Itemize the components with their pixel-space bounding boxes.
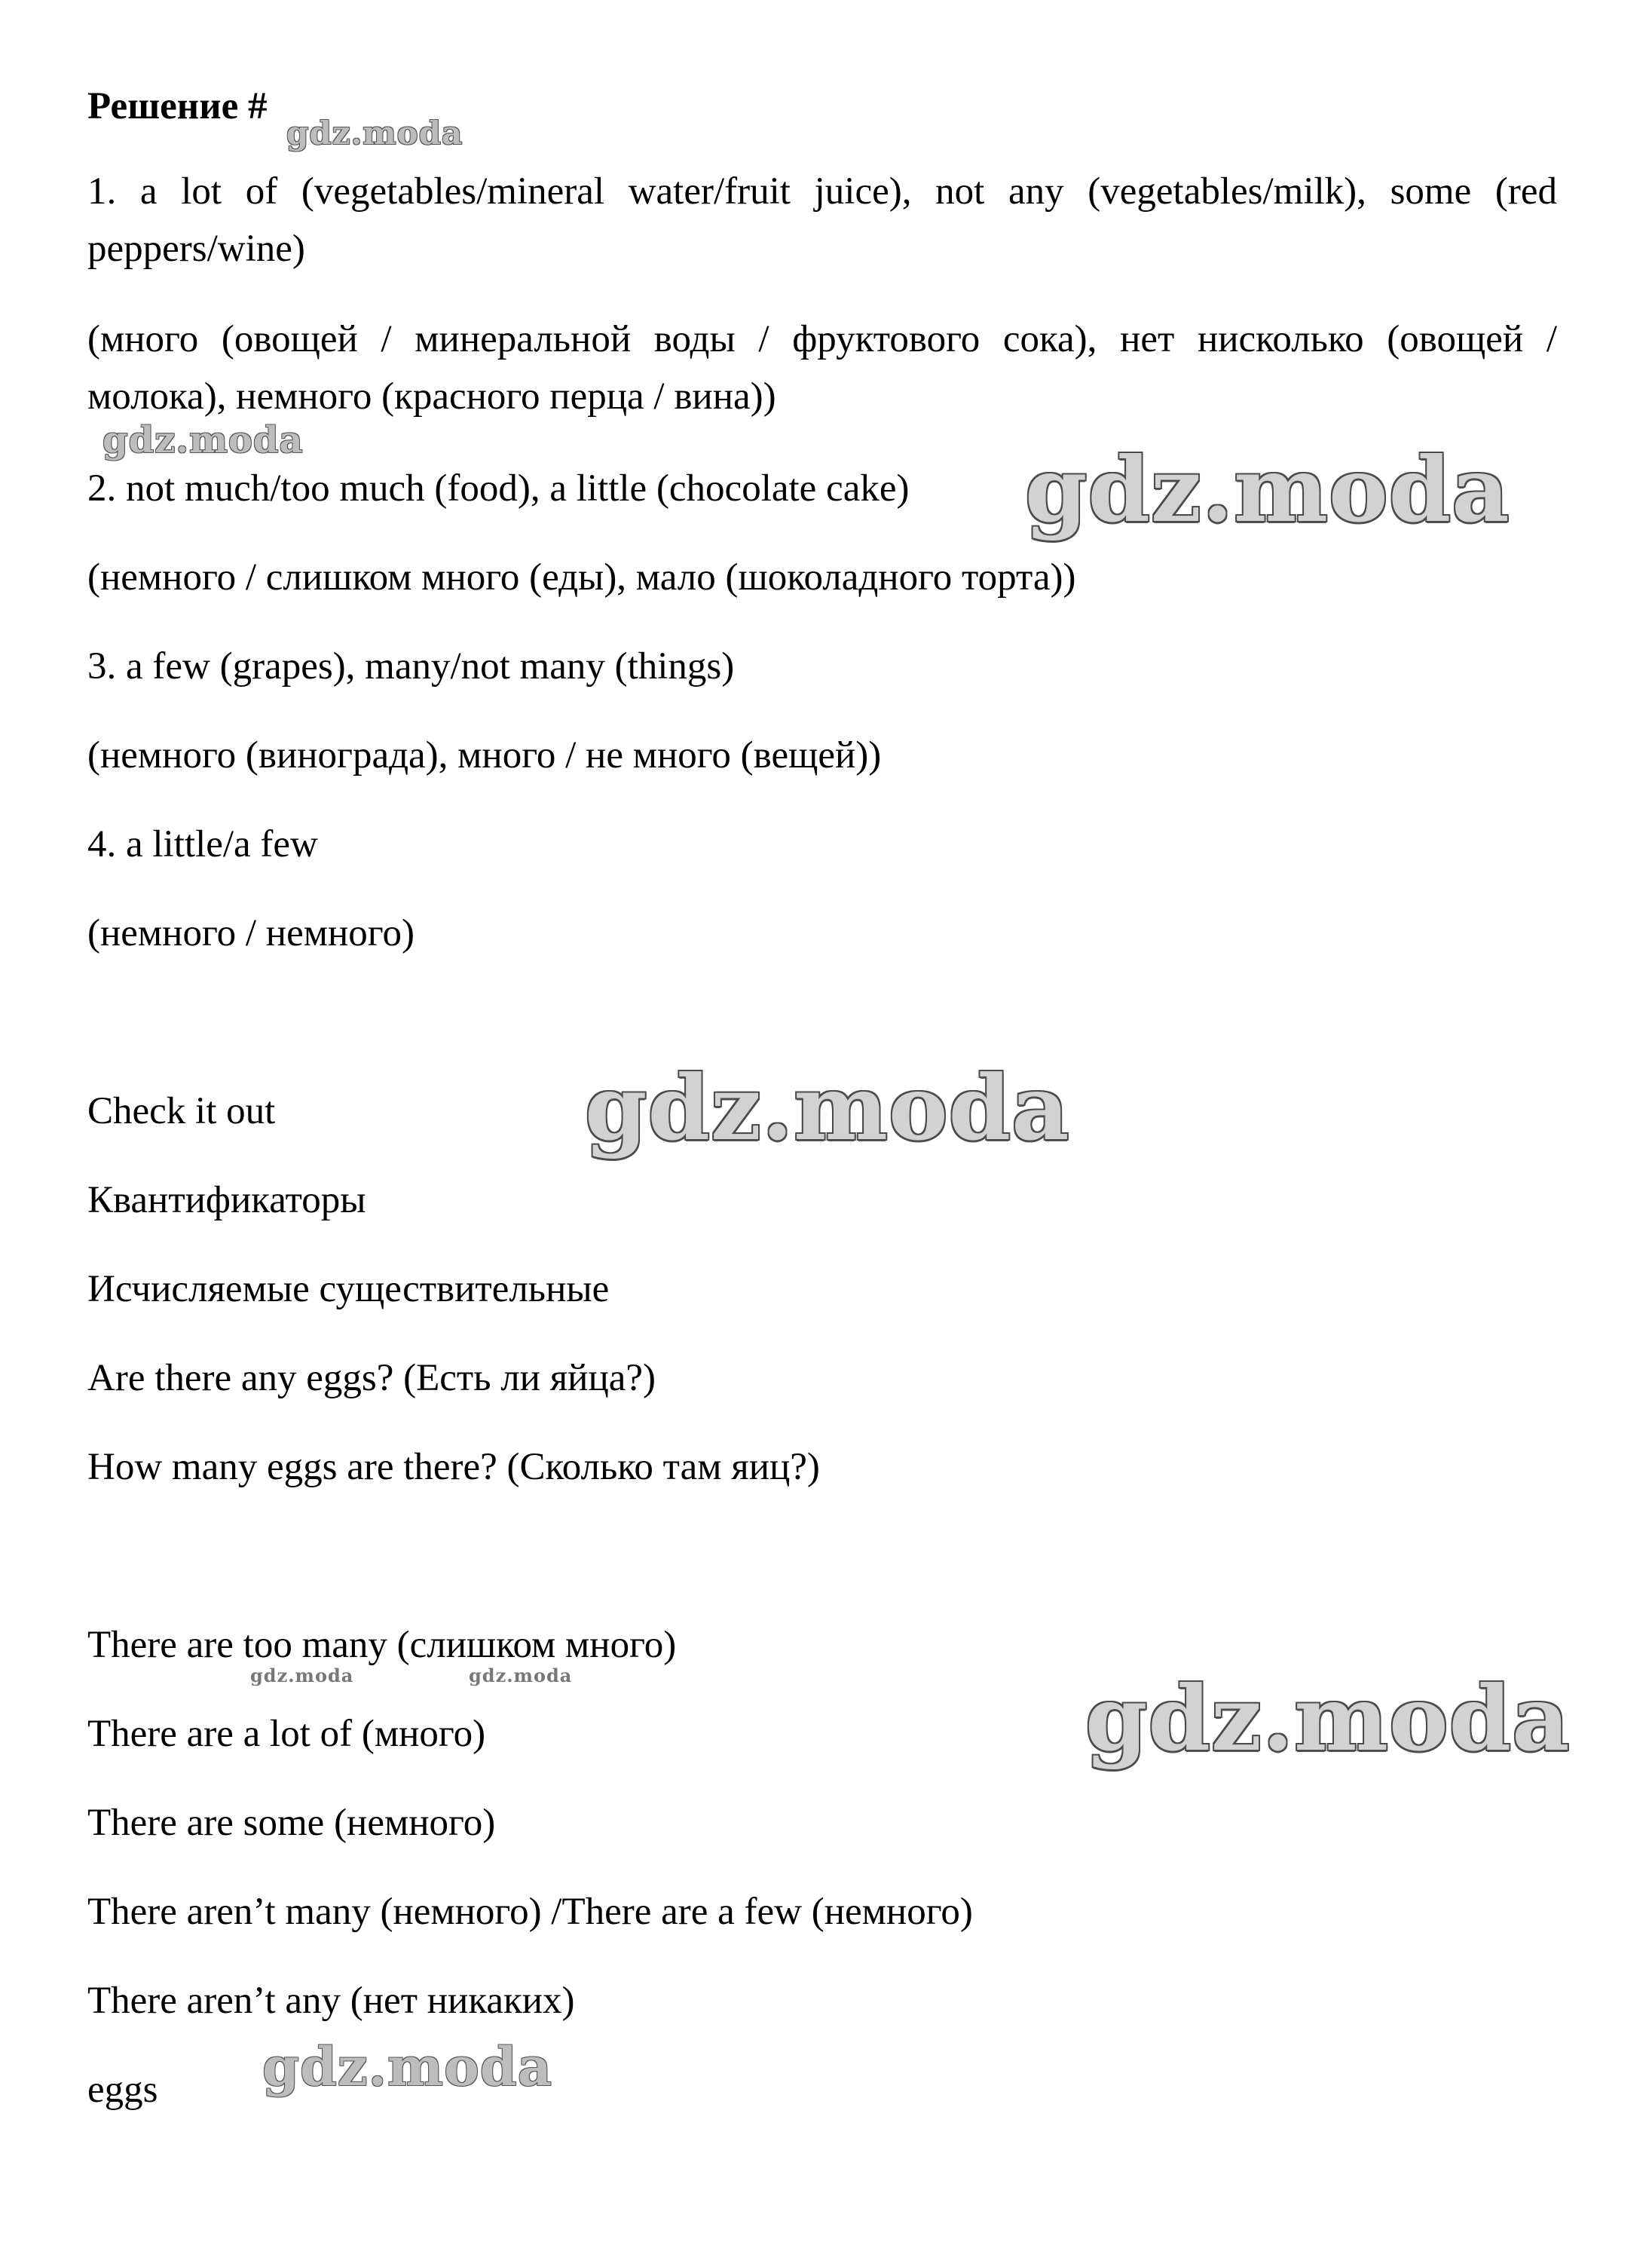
answer-3-russian: (немного (винограда), много / не много (вещей)) (87, 734, 882, 776)
noun-eggs: eggs (87, 2069, 158, 2111)
quantifier-too-many: There are too many (слишком много) (87, 1624, 677, 1666)
quantifier-some: There are some (немного) (87, 1802, 496, 1844)
answer-4-russian: (немного / немного) (87, 912, 415, 954)
answer-3-english: 3. a few (grapes), many/not many (things) (87, 645, 735, 688)
example-question-1: Are there any eggs? (Есть ли яйца?) (87, 1357, 656, 1399)
section-countable-nouns: Исчисляемые существительные (87, 1268, 610, 1310)
answer-1-english: 1. a lot of (vegetables/mineral water/fruit juice), not any (vegetables/milk), some (red peppers/wine) (87, 170, 1557, 270)
watermark: gdz.moda (262, 2035, 553, 2098)
section-quantifiers: Квантификаторы (87, 1179, 366, 1221)
example-question-2: How many eggs are there? (Сколько там яиц?) (87, 1446, 820, 1488)
solution-heading: Решение # (87, 85, 268, 127)
quantifier-not-many-a-few: There aren’t many (немного) /There are a few (немного) (87, 1891, 973, 1933)
watermark: gdz.moda (469, 1665, 573, 1686)
answer-2-english: 2. not much/too much (food), a little (chocolate cake) (87, 467, 910, 510)
quantifier-not-any: There aren’t any (нет никаких) (87, 1980, 575, 2022)
answer-2-russian: (немного / слишком много (еды), мало (шоколадного торта)) (87, 556, 1076, 599)
section-check-it-out: Check it out (87, 1090, 276, 1132)
answer-4-english: 4. a little/a few (87, 823, 318, 865)
quantifier-a-lot-of: There are a lot of (много) (87, 1713, 486, 1755)
watermark: gdz.moda (250, 1665, 354, 1686)
watermark: gdz.moda (1025, 437, 1510, 542)
watermark: gdz.moda (286, 115, 463, 152)
watermark: gdz.moda (1085, 1666, 1571, 1771)
watermark: gdz.moda (585, 1055, 1070, 1160)
answer-1-russian: (много (овощей / минеральной воды / фруктового сока), нет нисколько (овощей / молока), немного (красного перца / вина)) (87, 318, 1557, 418)
watermark: gdz.moda (102, 419, 304, 461)
